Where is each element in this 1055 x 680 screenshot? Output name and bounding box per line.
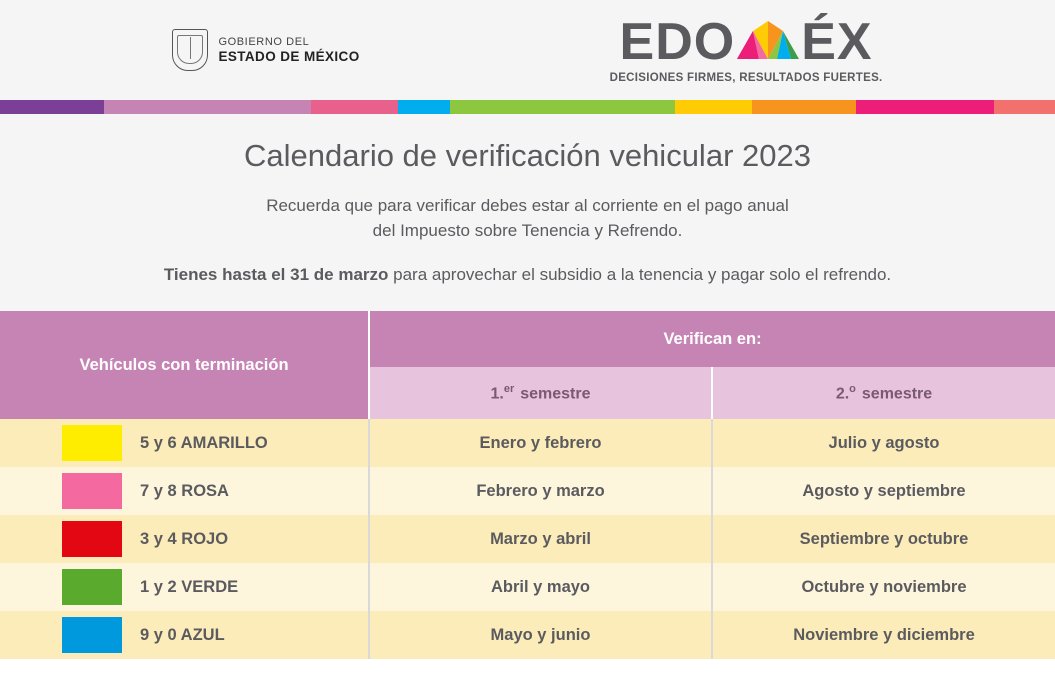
termination-label: 3 y 4 ROJO <box>140 529 229 548</box>
page-header <box>0 0 1055 100</box>
termination-cell <box>0 467 369 515</box>
termination-cell <box>0 563 369 611</box>
header-sem2-word: semestre <box>861 385 933 403</box>
table-body <box>0 419 1055 659</box>
edomex-tagline: DECISIONES FIRMES, RESULTADOS FUERTES. <box>609 71 883 84</box>
intro-note-bold: Tienes hasta el 31 de marzo <box>163 265 389 285</box>
edomex-word-part2: ÉX <box>801 12 873 71</box>
verification-calendar-table <box>0 311 1055 659</box>
termination-cell <box>0 611 369 659</box>
color-swatch <box>62 569 122 605</box>
semester1-cell: Mayo y junio <box>369 611 712 659</box>
table-row <box>0 467 1055 515</box>
table-row <box>0 515 1055 563</box>
page-title: Calendario de verificación vehicular 2023 <box>244 138 811 173</box>
termination-cell <box>0 419 369 467</box>
color-stripe <box>0 100 1055 114</box>
semester1-cell: Marzo y abril <box>369 515 712 563</box>
table-row <box>0 611 1055 659</box>
termination-label: 7 y 8 ROSA <box>140 481 229 500</box>
stripe-segment <box>0 100 104 114</box>
intro-paragraph-line1: Recuerda que para verificar debes estar al corriente en el pago anual <box>266 196 789 215</box>
table-head <box>0 311 1055 419</box>
table-header-row-1 <box>0 311 1055 367</box>
header-verifican-en: Verifican en: <box>369 311 1055 367</box>
termination-label: 5 y 6 AMARILLO <box>140 433 268 452</box>
gobierno-logo <box>172 29 359 71</box>
stripe-segment <box>752 100 856 114</box>
semester2-cell: Octubre y noviembre <box>712 563 1055 611</box>
stripe-segment <box>994 100 1055 114</box>
table-row <box>0 563 1055 611</box>
header-sem1-word: semestre <box>520 385 591 403</box>
semester2-cell: Agosto y septiembre <box>712 467 1055 515</box>
header-primer-semestre <box>369 367 712 419</box>
edomex-wordmark <box>610 12 883 71</box>
semester2-cell: Julio y agosto <box>712 419 1055 467</box>
header-vehiculos-terminacion: Vehículos con terminación <box>0 311 369 419</box>
gobierno-line2: ESTADO DE MÉXICO <box>218 48 360 64</box>
header-sem1-num: 1. <box>490 385 504 403</box>
logo-row <box>0 0 1055 100</box>
intro-note <box>20 265 1035 285</box>
stripe-segment <box>450 100 675 114</box>
semester1-cell: Febrero y marzo <box>369 467 712 515</box>
color-swatch <box>62 425 122 461</box>
header-segundo-semestre <box>712 367 1055 419</box>
semester1-cell: Enero y febrero <box>369 419 712 467</box>
stripe-segment <box>675 100 753 114</box>
edomex-logo <box>609 12 883 85</box>
header-sem2-sup: o <box>849 383 856 396</box>
stripe-segment <box>311 100 397 114</box>
color-swatch <box>62 617 122 653</box>
coat-of-arms-icon <box>172 29 208 71</box>
gobierno-logo-text <box>218 36 359 64</box>
termination-cell <box>0 515 369 563</box>
edomex-m-icon <box>737 17 799 59</box>
intro-note-rest: para aprovechar el subsidio a la tenencia y pagar solo el refrendo. <box>388 265 892 285</box>
table-row <box>0 419 1055 467</box>
color-swatch <box>62 521 122 557</box>
stripe-segment <box>856 100 994 114</box>
header-sem2-num: 2. <box>835 385 850 403</box>
termination-label: 1 y 2 VERDE <box>140 577 239 596</box>
header-sem1-sup: er <box>503 383 515 396</box>
semester2-cell: Noviembre y diciembre <box>712 611 1055 659</box>
semester1-cell: Abril y mayo <box>369 563 712 611</box>
semester2-cell: Septiembre y octubre <box>712 515 1055 563</box>
intro-section <box>0 114 1055 311</box>
stripe-segment <box>398 100 450 114</box>
intro-paragraph-line2: del Impuesto sobre Tenencia y Refrendo. <box>372 220 683 240</box>
edomex-word-part1: EDO <box>619 12 736 71</box>
gobierno-line1: GOBIERNO DEL <box>218 35 310 48</box>
termination-label: 9 y 0 AZUL <box>140 625 225 644</box>
color-swatch <box>62 473 122 509</box>
stripe-segment <box>104 100 312 114</box>
